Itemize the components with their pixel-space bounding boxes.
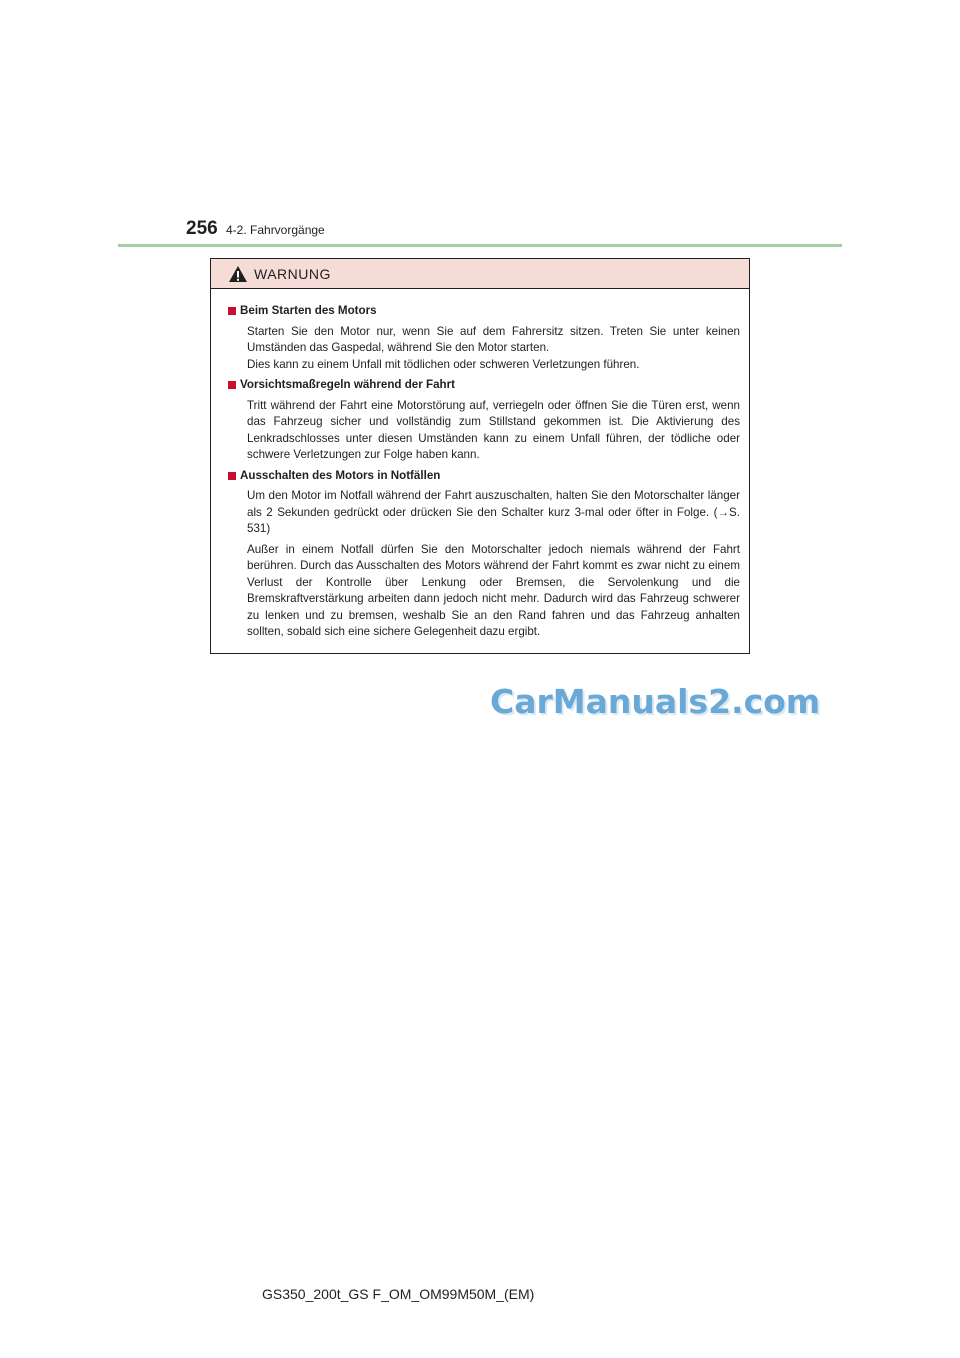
footer-doc-id: GS350_200t_GS F_OM_OM99M50M_(EM) — [262, 1286, 535, 1302]
watermark: CarManuals2.com — [490, 682, 821, 721]
warning-title: WARNUNG — [254, 265, 331, 282]
warning-body — [211, 289, 749, 641]
warning-box — [210, 258, 750, 654]
red-square-icon — [228, 307, 236, 315]
warning-item-emergency — [228, 468, 740, 641]
paragraph: Außer in einem Notfall dürfen Sie den Motorschalter jedoch niemals während der Fahrt berühren. Durch das Ausschalten des Motors während der Fahrt kommt es zwar nicht zu einem Verlust der Kontrolle über Lenkung oder Bremsen, die Servolenkung und die Bremskraftverstärkung arbeiten dann jedoch nicht mehr. Dadurch wird das Fahrzeug schwerer zu lenken und zu bremsen, weshalb Sie an den Rand fahren und das Fahrzeug anhalten sollten, sobald sich eine sichere Gelegenheit dazu ergibt. — [247, 542, 740, 638]
item-heading — [228, 377, 740, 394]
item-heading-text: Vorsichtsmaßregeln während der Fahrt — [240, 378, 455, 391]
warning-item-starting — [228, 303, 740, 373]
page-number: 256 — [186, 218, 218, 239]
warning-item-driving — [228, 377, 740, 464]
red-square-icon — [228, 381, 236, 389]
warning-triangle-icon — [228, 265, 248, 283]
header-rule — [118, 244, 842, 247]
paragraph-text: Dies kann zu einem Unfall mit tödlichen oder schweren Verletzungen führen. — [247, 357, 640, 371]
item-heading — [228, 303, 740, 320]
item-heading-text: Ausschalten des Motors in Notfällen — [240, 468, 441, 482]
item-heading-text: Beim Starten des Motors — [240, 304, 377, 317]
section-title: 4-2. Fahrvorgänge — [226, 223, 325, 237]
paragraph: Um den Motor im Notfall während der Fahrt auszuschalten, halten Sie den Motorschalter länger als 2 Sekunden gedrückt oder drücken Sie den Schalter kurz 3-mal oder öfter in Folge. (→S. 531) — [247, 489, 740, 535]
paragraph: Tritt während der Fahrt eine Motorstörung auf, verriegeln oder öffnen Sie die Türen erst, wenn das Fahrzeug sicher und vollständig zum Stillstand gekommen ist. Die Aktivierung des Lenkradschlosses unter diesen Umständen kann zu einem Unfall führen, der tödliche oder schwere Verletzungen zur Folge haben kann. — [247, 398, 740, 461]
paragraph — [247, 324, 740, 374]
item-heading — [228, 468, 740, 485]
warning-header — [211, 259, 749, 289]
red-square-icon — [228, 472, 236, 480]
paragraph-text: Starten Sie den Motor nur, wenn Sie auf dem Fahrersitz sitzen. Treten Sie unter keinen Umständen das Gaspedal, während Sie den Motor starten. — [247, 324, 740, 354]
